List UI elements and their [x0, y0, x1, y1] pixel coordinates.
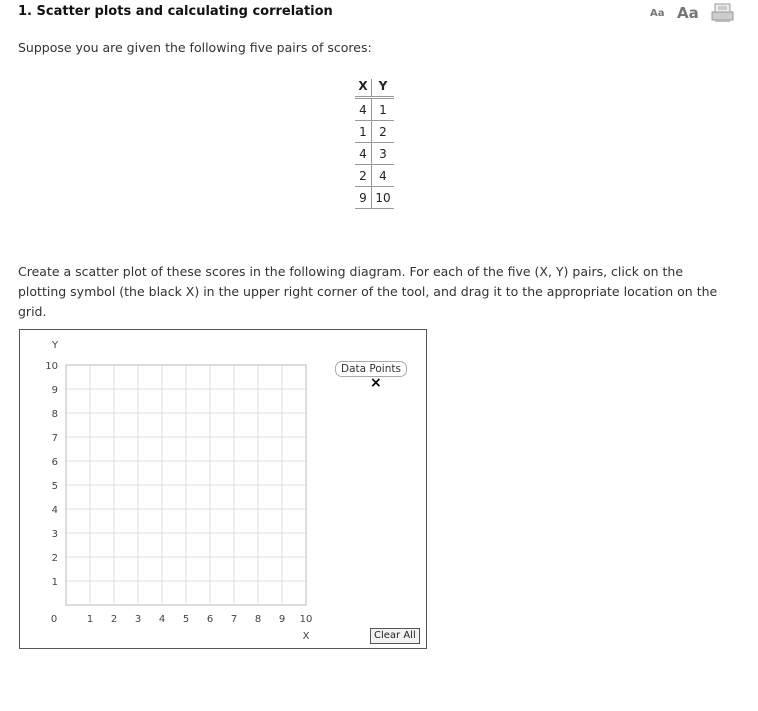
cell-x: 4 [355, 98, 372, 121]
x-tick-label: 5 [182, 614, 190, 625]
font-size-large-button[interactable]: Aa [677, 4, 699, 22]
cell-x: 2 [355, 165, 372, 187]
cell-y: 2 [372, 121, 395, 143]
y-tick-label: 9 [51, 385, 58, 396]
cell-y: 4 [372, 165, 395, 187]
cell-y: 3 [372, 143, 395, 165]
y-tick-label: 6 [51, 457, 58, 468]
question-title: 1. Scatter plots and calculating correlation [18, 4, 333, 19]
y-tick-label: 5 [51, 481, 58, 492]
column-header-y: Y [372, 79, 395, 98]
cell-x: 9 [355, 187, 372, 209]
data-points-label: Data Points [335, 361, 407, 377]
table-row [355, 143, 394, 165]
scores-table-header [355, 79, 394, 98]
y-tick-label: 1 [51, 577, 58, 588]
x-tick-label: 0 [50, 614, 58, 625]
instructions-text: Create a scatter plot of these scores in the following diagram. For each of the five (X, Y) pairs, click on the plotting symbol (the black X) in the upper right corner of the tool, and drag it to the appropriate location on the grid. [18, 264, 718, 319]
table-row [355, 187, 394, 209]
x-tick-label: 4 [158, 614, 166, 625]
y-tick-label: 7 [51, 433, 58, 444]
x-tick-label: 9 [278, 614, 286, 625]
table-row [355, 165, 394, 187]
x-tick-label: 7 [230, 614, 238, 625]
scatter-plot-chart[interactable] [20, 330, 426, 648]
x-tick-label: 8 [254, 614, 262, 625]
scores-table [355, 79, 394, 209]
x-axis-label: X [302, 631, 310, 642]
table-row [355, 98, 394, 121]
printer-icon[interactable] [711, 3, 735, 23]
cell-y: 1 [372, 98, 395, 121]
x-tick-label: 10 [299, 614, 313, 625]
x-tick-label: 3 [134, 614, 142, 625]
y-tick-label: 10 [45, 361, 58, 372]
cell-y: 10 [372, 187, 395, 209]
y-axis-label: Y [51, 340, 59, 351]
font-size-small-button[interactable]: Aa [650, 8, 665, 19]
plot-symbol-x-icon[interactable]: × [370, 375, 382, 391]
y-tick-label: 4 [51, 505, 58, 516]
y-tick-label: 3 [51, 529, 58, 540]
y-tick-label: 2 [51, 553, 58, 564]
table-row [355, 121, 394, 143]
cell-x: 1 [355, 121, 372, 143]
x-tick-label: 1 [86, 614, 94, 625]
scatter-plot-tool [19, 329, 427, 649]
intro-text: Suppose you are given the following five pairs of scores: [18, 40, 372, 55]
x-tick-label: 6 [206, 614, 214, 625]
y-tick-label: 8 [51, 409, 58, 420]
cell-x: 4 [355, 143, 372, 165]
x-tick-label: 2 [110, 614, 118, 625]
column-header-x: X [355, 79, 372, 98]
clear-all-button[interactable]: Clear All [370, 628, 420, 644]
